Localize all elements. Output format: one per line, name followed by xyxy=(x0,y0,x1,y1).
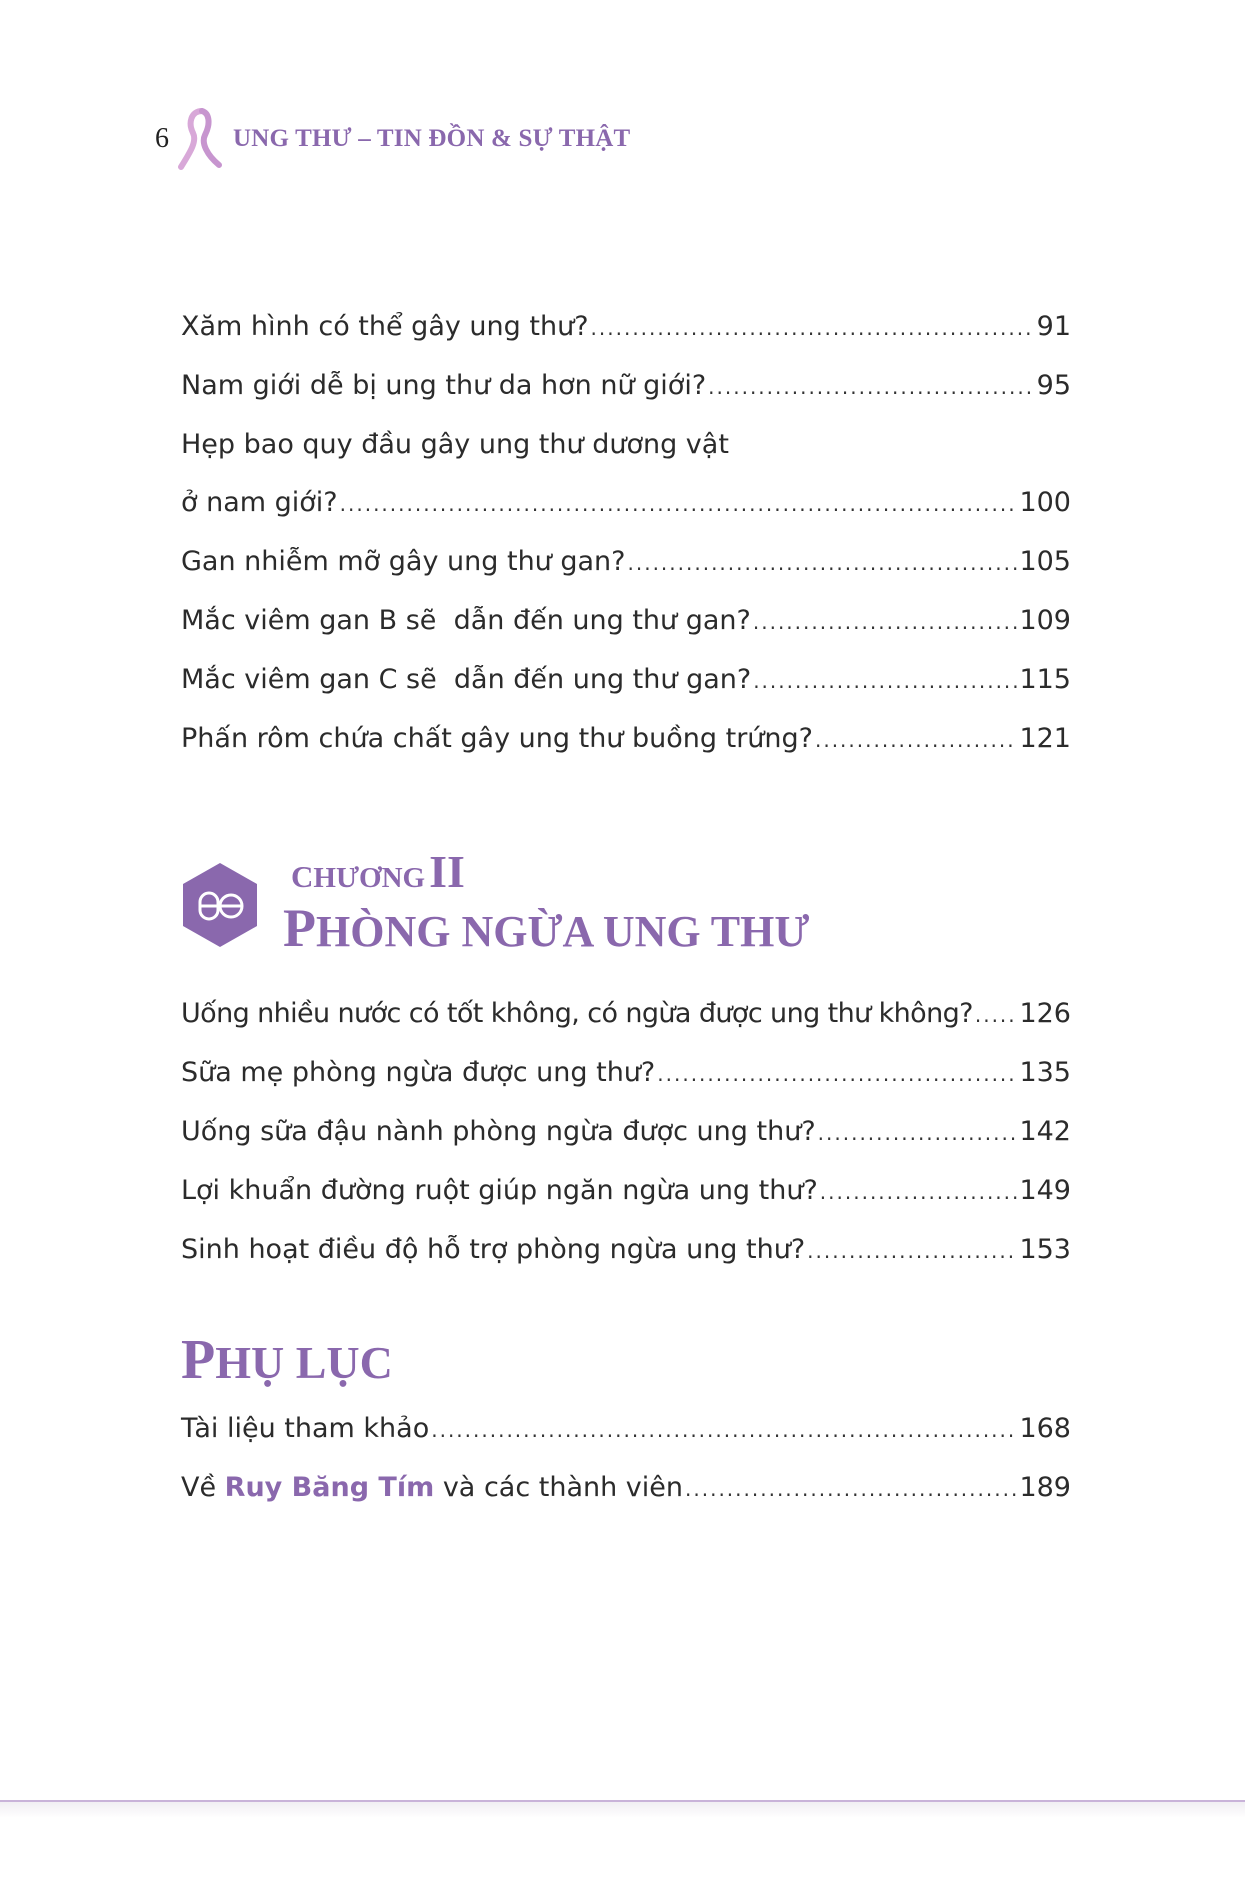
toc-section-2 xyxy=(181,985,1071,1280)
toc-entry-title-line1: Hẹp bao quy đầu gây ung thư dương vật xyxy=(181,429,729,460)
toc-entry xyxy=(181,1459,1071,1518)
toc-entry-title: Xăm hình có thể gây ung thư? xyxy=(181,311,589,342)
toc-entry xyxy=(181,533,1071,592)
chapter-title-cap: P xyxy=(283,898,316,958)
toc-entry-title: Sinh hoạt điều độ hỗ trợ phòng ngừa ung thư? xyxy=(181,1234,806,1265)
toc-entry-title: Uống nhiều nước có tốt không, có ngừa được ung thư không? xyxy=(181,998,973,1029)
toc-entry xyxy=(181,651,1071,710)
toc-entry-page: 135 xyxy=(1019,1057,1071,1088)
toc-entry-page: 105 xyxy=(1019,546,1071,577)
pink-ribbon-icon xyxy=(177,107,223,171)
toc-entry-title-post: và các thành viên xyxy=(434,1472,684,1503)
toc-entry xyxy=(181,416,1071,533)
toc-entry xyxy=(181,1044,1071,1103)
toc-entry-page: 149 xyxy=(1019,1175,1071,1206)
toc-entry-title: Lợi khuẩn đường ruột giúp ngăn ngừa ung thư? xyxy=(181,1175,818,1206)
toc-entry xyxy=(181,298,1071,357)
toc-entry-page: 109 xyxy=(1019,605,1071,636)
toc-entry-page: 189 xyxy=(1019,1472,1071,1503)
appendix-title xyxy=(181,1328,393,1392)
toc-section-1 xyxy=(181,298,1071,769)
toc-entry-title: Nam giới dễ bị ung thư da hơn nữ giới? xyxy=(181,370,707,401)
leader-dots xyxy=(708,358,1034,416)
toc-entry-page: 91 xyxy=(1036,311,1071,342)
toc-entry-title: Mắc viêm gan B sẽ dẫn đến ung thư gan? xyxy=(181,605,751,636)
toc-entry-title: Sữa mẹ phòng ngừa được ung thư? xyxy=(181,1057,656,1088)
leader-dots xyxy=(340,475,1018,533)
chapter-title xyxy=(283,897,809,959)
leader-dots xyxy=(685,1460,1017,1518)
leader-dots xyxy=(591,299,1035,357)
toc-entry xyxy=(181,1221,1071,1280)
toc-entry-title: Tài liệu tham khảo xyxy=(181,1413,430,1444)
chapter-title-rest: HÒNG NGỪA UNG THƯ xyxy=(316,907,810,956)
leader-dots xyxy=(815,711,1017,769)
toc-entry-page: 126 xyxy=(1019,998,1071,1029)
chapter-heading xyxy=(181,845,1081,965)
chapter-label-rest: HƯƠNG xyxy=(313,862,426,894)
toc-entry-title: Phấn rôm chứa chất gây ung thư buồng trứng? xyxy=(181,723,813,754)
toc-appendix xyxy=(181,1400,1071,1518)
toc-entry xyxy=(181,985,1071,1044)
bottom-band xyxy=(0,1802,1245,1818)
toc-entry xyxy=(181,592,1071,651)
toc-entry-title xyxy=(181,1459,683,1517)
toc-entry xyxy=(181,710,1071,769)
leader-dots xyxy=(657,1045,1017,1103)
running-header xyxy=(155,104,630,174)
leader-dots xyxy=(820,1163,1018,1221)
chapter-label xyxy=(291,845,465,898)
appendix-title-cap: P xyxy=(181,1329,216,1391)
leader-dots xyxy=(431,1401,1017,1459)
toc-entry-title: ở nam giới? xyxy=(181,487,338,518)
toc-entry-title: Gan nhiễm mỡ gây ung thư gan? xyxy=(181,546,626,577)
toc-entry xyxy=(181,1162,1071,1221)
toc-entry-page: 100 xyxy=(1019,487,1071,518)
capsule-pill-hexagon-icon xyxy=(181,861,259,949)
toc-entry-page: 115 xyxy=(1019,664,1071,695)
chapter-label-cap: C xyxy=(291,859,314,894)
ruy-bang-tim-highlight: Ruy Băng Tím xyxy=(224,1472,435,1503)
toc-entry xyxy=(181,1103,1071,1162)
toc-entry xyxy=(181,1400,1071,1459)
toc-entry-title: Uống sữa đậu nành phòng ngừa được ung thư? xyxy=(181,1116,816,1147)
book-title: UNG THƯ – TIN ĐỒN & SỰ THẬT xyxy=(233,125,631,152)
toc-entry-page: 95 xyxy=(1036,370,1071,401)
leader-dots xyxy=(753,593,1018,651)
toc-entry-page: 121 xyxy=(1019,723,1071,754)
leader-dots xyxy=(628,534,1018,592)
toc-entry-title-pre: Về xyxy=(181,1472,225,1503)
toc-entry-page: 168 xyxy=(1019,1413,1071,1444)
leader-dots xyxy=(818,1104,1018,1162)
chapter-number: II xyxy=(429,846,465,897)
toc-entry-title: Mắc viêm gan C sẽ dẫn đến ung thư gan? xyxy=(181,664,752,695)
leader-dots xyxy=(807,1222,1017,1280)
page-number: 6 xyxy=(155,123,169,154)
appendix-title-rest: HỤ LỤC xyxy=(215,1337,393,1388)
toc-entry-line2 xyxy=(181,474,1071,533)
leader-dots xyxy=(975,986,1018,1044)
leader-dots xyxy=(753,652,1017,710)
toc-entry-page: 153 xyxy=(1019,1234,1071,1265)
toc-entry xyxy=(181,357,1071,416)
toc-entry-page: 142 xyxy=(1019,1116,1071,1147)
